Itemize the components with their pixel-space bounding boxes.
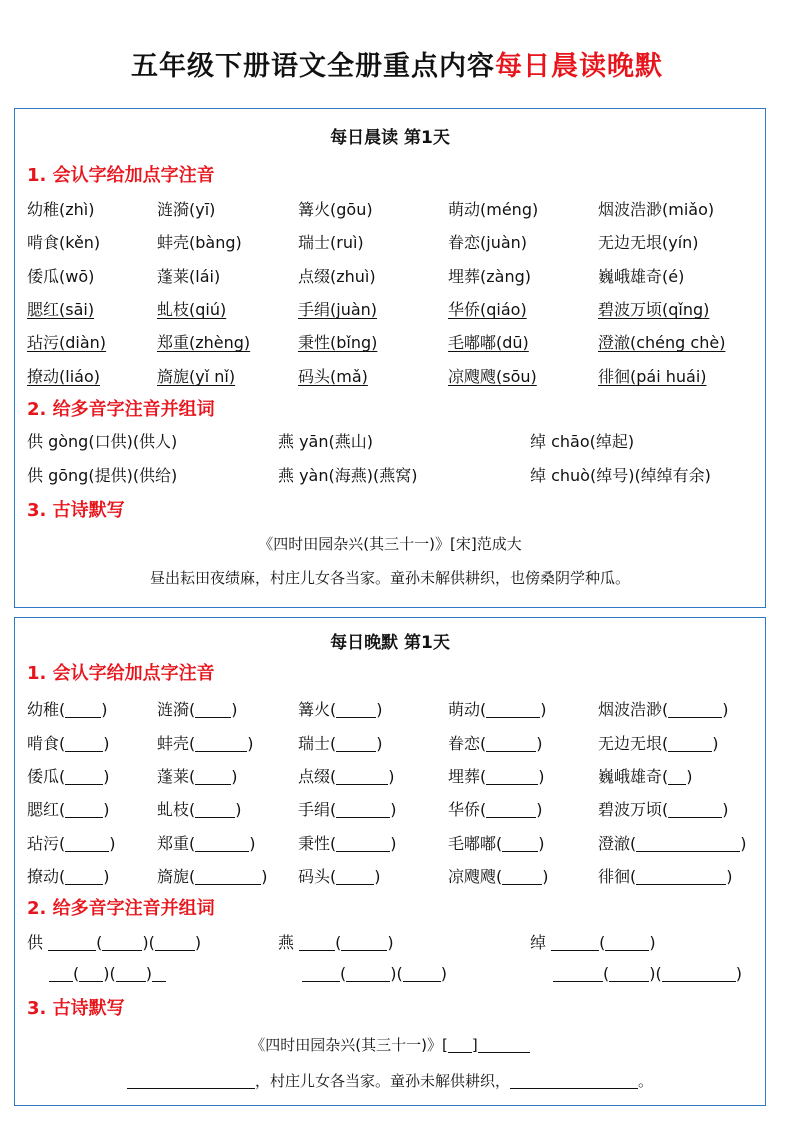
answer-blank[interactable] [336, 702, 376, 718]
e-poem-title-text: 《四时田园杂兴(其三十一)》 [250, 1036, 442, 1054]
title-black: 五年级下册语文全册重点内容 [131, 51, 495, 82]
poly-char: 燕 [278, 933, 295, 952]
evening-sec3: 3. 古诗默写 [27, 998, 125, 1019]
morning-box [14, 108, 766, 608]
e-word: 巍峨雄奇 [598, 767, 663, 786]
answer-blank[interactable] [152, 966, 166, 982]
answer-blank[interactable] [478, 1037, 530, 1053]
e-poly: ( )( ) [49, 964, 166, 983]
answer-blank[interactable] [662, 966, 736, 982]
e-word: 篝火 [298, 700, 331, 719]
e-word: 码头 [298, 867, 331, 886]
morning-heading: 每日晨读 第1天 [330, 128, 450, 148]
answer-blank[interactable] [195, 736, 247, 752]
e-cell: 倭瓜( ) [27, 767, 110, 786]
m-cell: 凉飕飕(sōu) [448, 367, 537, 386]
m-cell: 无边无垠(yín) [598, 233, 699, 252]
m-poem-title: 《四时田园杂兴(其三十一)》[宋]范成大 [258, 535, 522, 553]
e-cell: 点缀( ) [298, 767, 395, 786]
answer-blank[interactable] [551, 935, 599, 951]
e-cell: 手绢( ) [298, 800, 397, 819]
answer-blank[interactable] [155, 935, 195, 951]
e-cell: 秉性( ) [298, 834, 397, 853]
answer-blank[interactable] [127, 1073, 255, 1089]
e-word: 蚌壳 [157, 734, 190, 753]
m-cell: 华侨(qiáo) [448, 300, 527, 319]
e-word: 蓬莱 [157, 767, 190, 786]
answer-blank[interactable] [195, 869, 261, 885]
e-poem-mid: ，村庄儿女各当家。童孙未解供耕织， [254, 1072, 510, 1090]
m-cell: 毛嘟嘟(dū) [448, 333, 529, 352]
e-poly: ( )( ) [553, 964, 742, 983]
e-word: 虬枝 [157, 800, 190, 819]
morning-sec1: 1. 会认字给加点字注音 [27, 165, 215, 186]
e-poem-title: 《四时田园杂兴(其三十一)》[ ] [15, 1034, 765, 1055]
answer-blank[interactable] [668, 769, 686, 785]
m-cell: 幼稚(zhì) [27, 200, 95, 219]
m-poly: 绰 chuò(绰号)(绰绰有余) [530, 466, 711, 485]
answer-blank[interactable] [65, 836, 109, 852]
evening-box [14, 617, 766, 1106]
e-word: 点缀 [298, 767, 331, 786]
e-word: 郑重 [157, 834, 190, 853]
m-poly: 燕 yān(燕山) [278, 432, 373, 451]
answer-blank[interactable] [486, 736, 536, 752]
answer-blank[interactable] [486, 769, 538, 785]
e-cell: 澄澈( ) [598, 834, 747, 853]
answer-blank[interactable] [102, 935, 142, 951]
e-cell: 凉飕飕( ) [448, 867, 549, 886]
m-cell: 眷恋(juàn) [448, 233, 528, 252]
answer-blank[interactable] [48, 935, 96, 951]
m-cell: 埋葬(zàng) [448, 267, 531, 286]
answer-blank[interactable] [195, 802, 235, 818]
e-poly: 绰 ( ) [530, 933, 656, 952]
answer-blank[interactable] [65, 769, 103, 785]
e-cell: 眷恋( ) [448, 734, 543, 753]
e-word: 徘徊 [598, 867, 631, 886]
answer-blank[interactable] [486, 702, 540, 718]
e-word: 腮红 [27, 800, 60, 819]
answer-blank[interactable] [299, 935, 335, 951]
e-cell: 郑重( ) [157, 834, 256, 853]
answer-blank[interactable] [195, 702, 231, 718]
e-cell: 瑞士( ) [298, 734, 383, 753]
m-poem-line: 昼出耘田夜绩麻，村庄儿女各当家。童孙未解供耕织，也傍桑阴学种瓜。 [149, 569, 630, 587]
answer-blank[interactable] [65, 869, 103, 885]
answer-blank[interactable] [636, 836, 740, 852]
e-word: 眷恋 [448, 734, 481, 753]
answer-blank[interactable] [486, 802, 536, 818]
answer-blank[interactable] [668, 702, 722, 718]
answer-blank[interactable] [510, 1073, 638, 1089]
poly-char: 绰 [530, 933, 547, 952]
e-word: 埋葬 [448, 767, 481, 786]
e-cell: 玷污( ) [27, 834, 116, 853]
m-cell: 巍峨雄奇(é) [598, 267, 685, 286]
morning-sec2: 2. 给多音字注音并组词 [27, 399, 215, 420]
answer-blank[interactable] [609, 966, 649, 982]
answer-blank[interactable] [346, 966, 390, 982]
m-poly: 供 gòng(口供)(供人) [27, 432, 178, 451]
e-word: 啃食 [27, 734, 60, 753]
m-poly: 燕 yàn(海燕)(燕窝) [278, 466, 418, 485]
e-cell: 毛嘟嘟( ) [448, 834, 545, 853]
answer-blank[interactable] [195, 769, 231, 785]
m-cell: 蚌壳(bàng) [157, 233, 242, 252]
answer-blank[interactable] [502, 836, 538, 852]
m-cell: 点缀(zhuì) [298, 267, 376, 286]
m-cell: 篝火(gōu) [298, 200, 373, 219]
answer-blank[interactable] [553, 966, 603, 982]
e-cell: 无边无垠( ) [598, 734, 719, 753]
answer-blank[interactable] [605, 935, 649, 951]
evening-heading: 每日晚默 第1天 [330, 633, 450, 653]
answer-blank[interactable] [502, 869, 542, 885]
e-cell: 啃食( ) [27, 734, 110, 753]
e-poem-end: 。 [638, 1072, 654, 1090]
answer-blank[interactable] [341, 935, 387, 951]
answer-blank[interactable] [336, 869, 374, 885]
answer-blank[interactable] [336, 736, 376, 752]
e-word: 瑞士 [298, 734, 331, 753]
e-word: 倭瓜 [27, 767, 60, 786]
answer-blank[interactable] [403, 966, 441, 982]
m-cell: 啃食(kěn) [27, 233, 101, 252]
answer-blank[interactable] [302, 966, 340, 982]
e-poem-line [15, 1070, 765, 1091]
e-word: 烟波浩渺 [598, 700, 663, 719]
e-cell: 埋葬( ) [448, 767, 545, 786]
answer-blank[interactable] [116, 966, 146, 982]
answer-blank[interactable] [195, 836, 249, 852]
m-cell: 蓬莱(lái) [157, 267, 221, 286]
e-word: 无边无垠 [598, 734, 663, 753]
answer-blank[interactable] [336, 802, 390, 818]
m-cell: 秉性(bǐng) [298, 333, 378, 352]
e-cell: 烟波浩渺( ) [598, 700, 729, 719]
e-poly: ( )( ) [302, 964, 447, 983]
answer-blank[interactable] [65, 702, 101, 718]
morning-sec3: 3. 古诗默写 [27, 500, 125, 521]
m-cell: 郑重(zhèng) [157, 333, 251, 352]
e-word: 撩动 [27, 867, 60, 886]
m-cell: 倭瓜(wō) [27, 267, 95, 286]
m-cell: 萌动(méng) [448, 200, 539, 219]
e-cell: 萌动( ) [448, 700, 547, 719]
e-word: 玷污 [27, 834, 60, 853]
e-word: 萌动 [448, 700, 481, 719]
answer-blank[interactable] [336, 836, 390, 852]
e-cell: 蚌壳( ) [157, 734, 254, 753]
m-poly: 供 gōng(提供)(供给) [27, 466, 178, 485]
e-word: 澄澈 [598, 834, 631, 853]
page-title [0, 44, 794, 83]
e-cell: 虬枝( ) [157, 800, 242, 819]
m-cell: 碧波万顷(qǐng) [598, 300, 710, 319]
m-cell: 烟波浩渺(miǎo) [598, 200, 715, 219]
m-cell: 澄澈(chéng chè) [598, 333, 726, 352]
answer-blank[interactable] [448, 1037, 472, 1053]
e-word: 秉性 [298, 834, 331, 853]
e-cell: 巍峨雄奇( ) [598, 767, 693, 786]
m-cell: 玷污(diàn) [27, 333, 107, 352]
poly-char: 供 [27, 933, 44, 952]
e-cell: 旖旎( ) [157, 867, 268, 886]
e-word: 涟漪 [157, 700, 190, 719]
m-cell: 码头(mǎ) [298, 367, 368, 386]
e-word: 凉飕飕 [448, 867, 497, 886]
answer-blank[interactable] [65, 802, 103, 818]
m-cell: 撩动(liáo) [27, 367, 100, 386]
e-word: 毛嘟嘟 [448, 834, 497, 853]
m-cell: 手绢(juàn) [298, 300, 378, 319]
e-cell: 涟漪( ) [157, 700, 238, 719]
e-cell: 撩动( ) [27, 867, 110, 886]
m-cell: 腮红(sāi) [27, 300, 95, 319]
answer-blank[interactable] [668, 802, 722, 818]
m-cell: 涟漪(yī) [157, 200, 216, 219]
evening-sec1: 1. 会认字给加点字注音 [27, 663, 215, 684]
answer-blank[interactable] [65, 736, 103, 752]
answer-blank[interactable] [668, 736, 712, 752]
m-cell: 瑞士(ruì) [298, 233, 364, 252]
e-cell: 幼稚( ) [27, 700, 108, 719]
evening-sec2: 2. 给多音字注音并组词 [27, 898, 215, 919]
e-cell: 码头( ) [298, 867, 381, 886]
e-cell: 华侨( ) [448, 800, 543, 819]
answer-blank[interactable] [336, 769, 388, 785]
m-cell: 旖旎(yǐ nǐ) [157, 367, 236, 386]
e-word: 碧波万顷 [598, 800, 663, 819]
e-cell: 碧波万顷( ) [598, 800, 729, 819]
e-cell: 徘徊( ) [598, 867, 733, 886]
e-cell: 腮红( ) [27, 800, 110, 819]
m-poly: 绰 chāo(绰起) [530, 432, 635, 451]
m-cell: 徘徊(pái huái) [598, 367, 707, 386]
m-cell: 虬枝(qiú) [157, 300, 227, 319]
answer-blank[interactable] [49, 966, 73, 982]
answer-blank[interactable] [79, 966, 103, 982]
e-word: 旖旎 [157, 867, 190, 886]
e-word: 华侨 [448, 800, 481, 819]
e-cell: 蓬莱( ) [157, 767, 238, 786]
e-cell: 篝火( ) [298, 700, 383, 719]
e-poly: 供 ( )( ) [27, 933, 202, 952]
e-word: 幼稚 [27, 700, 60, 719]
title-red: 每日晨读晚默 [495, 51, 663, 82]
answer-blank[interactable] [636, 869, 726, 885]
e-word: 手绢 [298, 800, 331, 819]
e-poly: 燕 ( ) [278, 933, 394, 952]
